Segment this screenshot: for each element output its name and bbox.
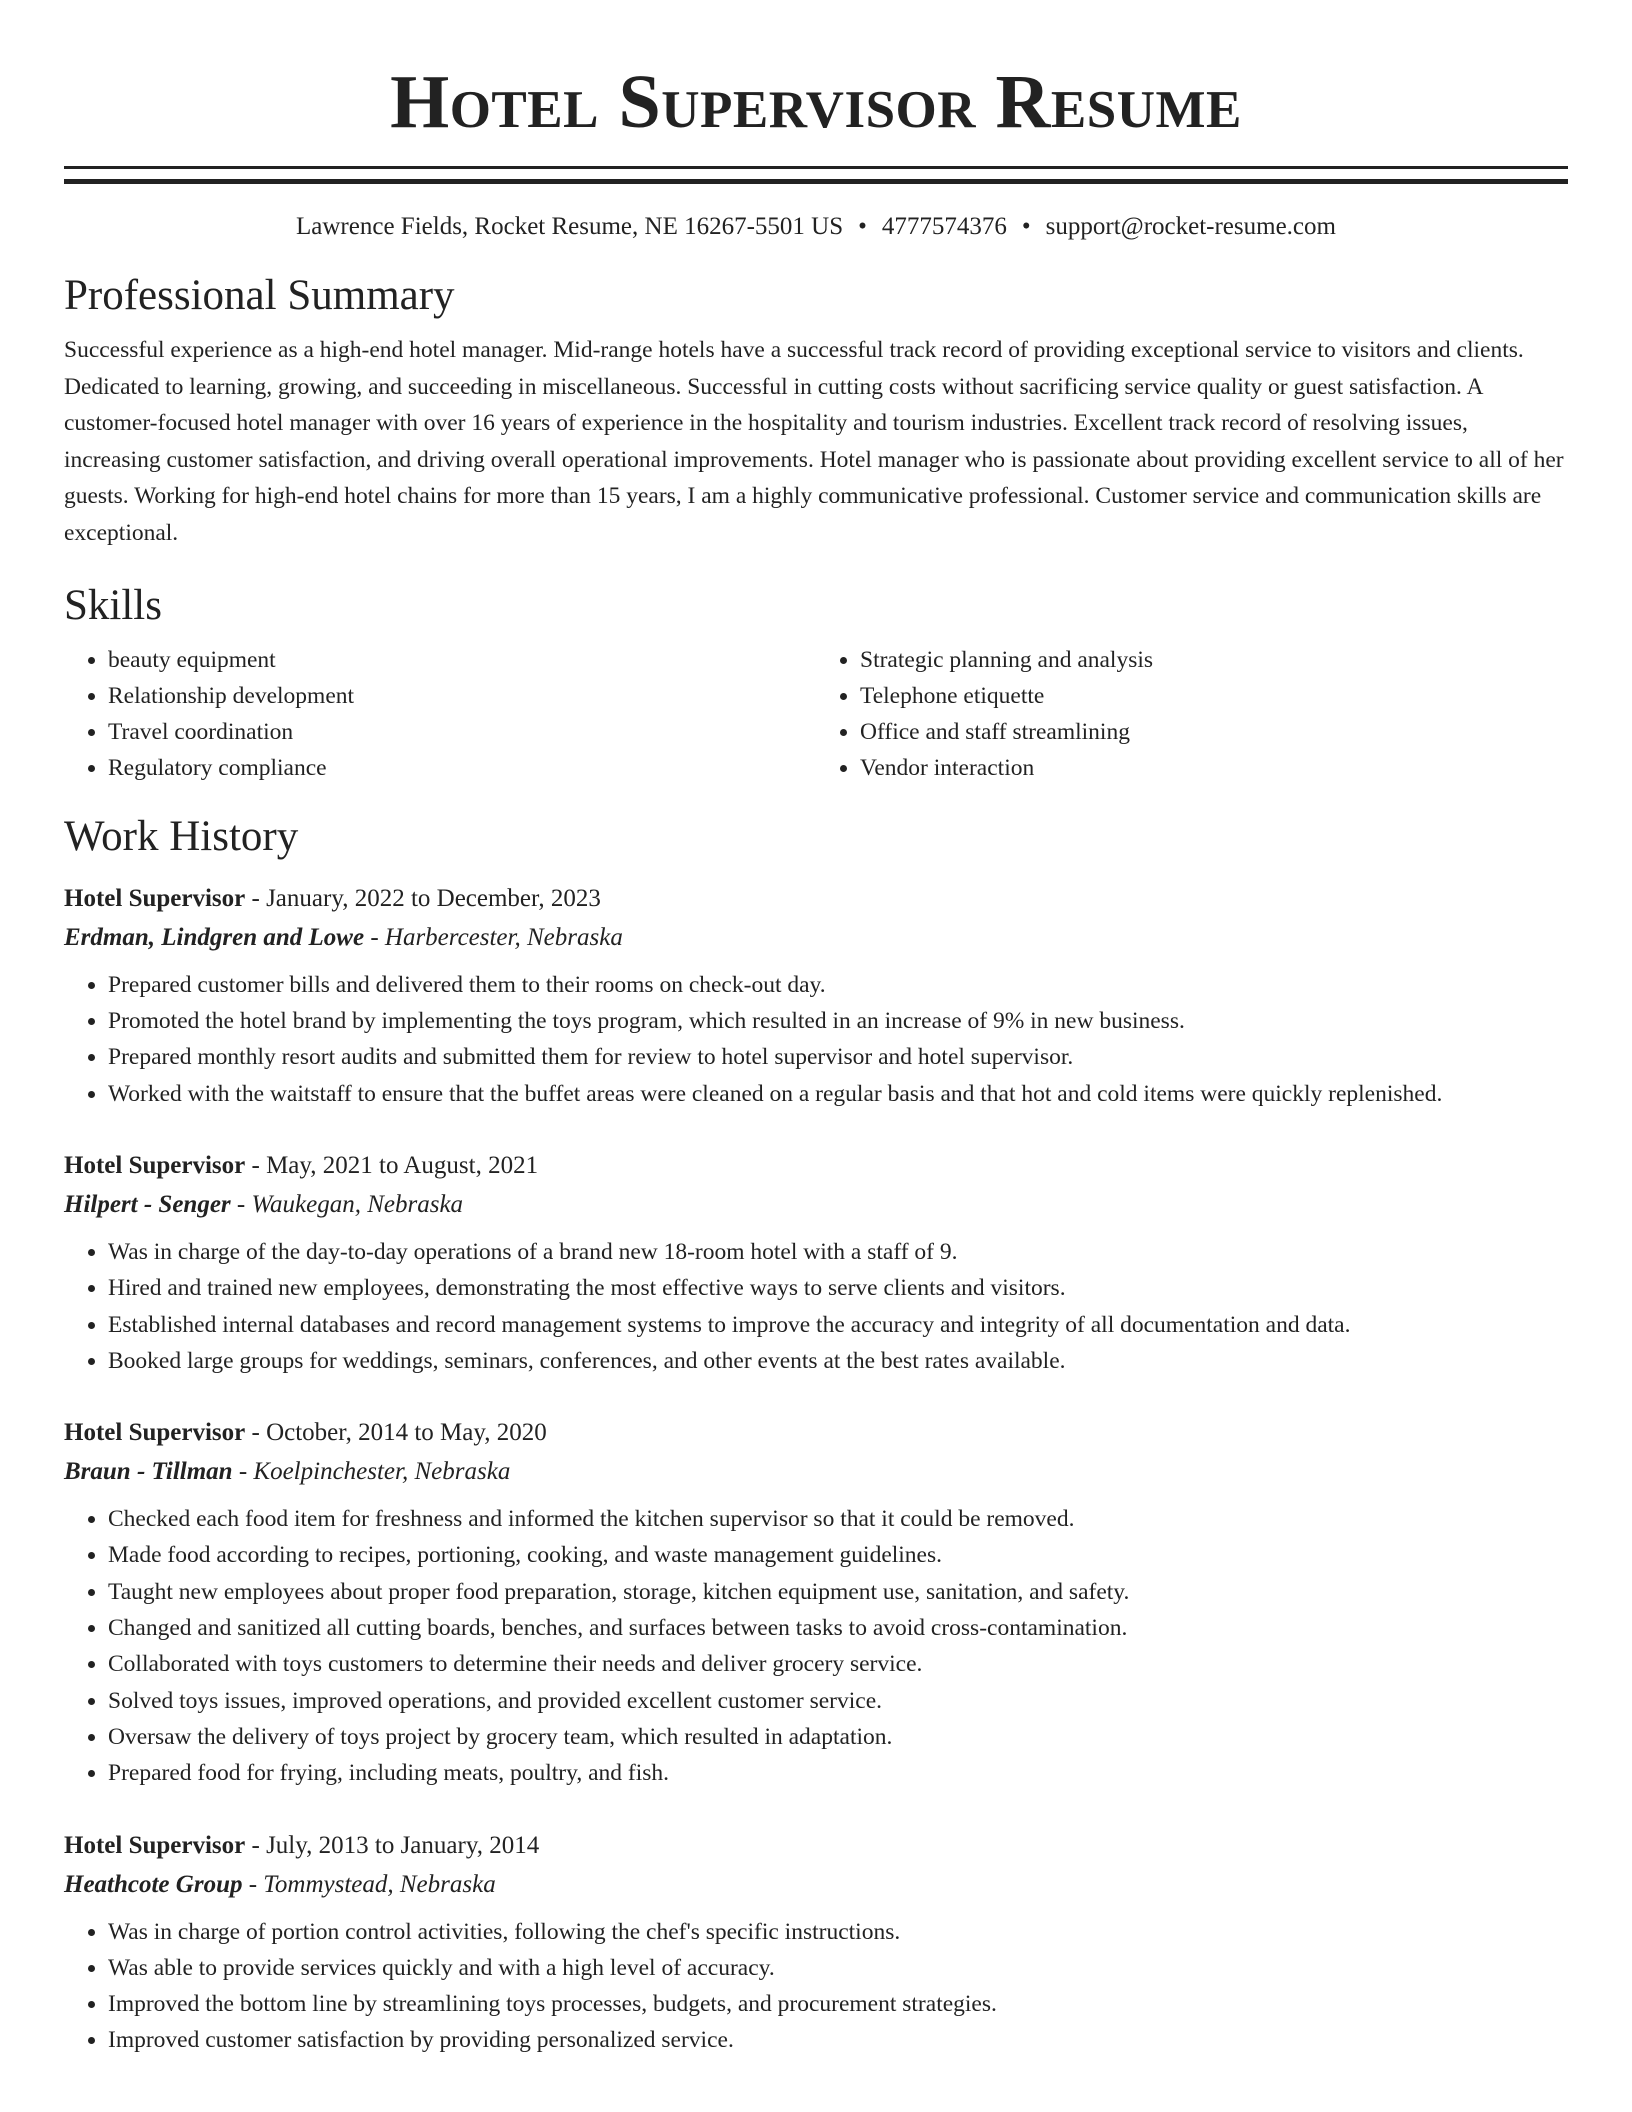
job-bullet: • Established internal databases and record management systems to improve the accuracy and integrity of all documentation and data.: [108, 1307, 1568, 1343]
job-title: Hotel Supervisor: [64, 1151, 246, 1179]
skill-item: • Office and staff streamlining: [860, 714, 1568, 750]
job-title: Hotel Supervisor: [64, 1419, 246, 1447]
job-header: [64, 1413, 1568, 1452]
job-location: - Harbercester, Nebraska: [364, 923, 623, 951]
work-history-heading: Work History: [64, 812, 299, 860]
job-bullet: • Oversaw the delivery of toys project by grocery team, which resulted in adaptation.: [108, 1719, 1568, 1755]
job-bullet: • Checked each food item for freshness and informed the kitchen supervisor so that it could be removed.: [108, 1501, 1568, 1537]
job-bullet: • Promoted the hotel brand by implementing the toys program, which resulted in an increase of 9% in new business.: [108, 1003, 1568, 1039]
job-entry: [64, 1826, 1568, 2059]
skills-list-right: [816, 642, 1568, 787]
job-bullet: • Hired and trained new employees, demonstrating the most effective ways to serve clients and visitors.: [108, 1270, 1568, 1306]
summary-heading: Professional Summary: [64, 272, 455, 319]
job-location: - Koelpinchester, Nebraska: [232, 1458, 511, 1486]
job-location: - Waukegan, Nebraska: [230, 1190, 464, 1218]
job-header: [64, 1146, 1568, 1185]
job-dates: - July, 2013 to January, 2014: [245, 1831, 540, 1859]
contact-address: Lawrence Fields, Rocket Resume, NE 16267-5501 US: [296, 213, 844, 240]
job-bullets: [64, 1501, 1568, 1791]
resume-title: Hotel Supervisor Resume: [390, 60, 1242, 144]
job-location: - Tommystead, Nebraska: [242, 1870, 496, 1898]
skill-item: • Strategic planning and analysis: [860, 642, 1568, 678]
job-dates: - January, 2022 to December, 2023: [245, 884, 601, 912]
title-double-rule: [64, 166, 1568, 184]
job-bullet: • Prepared monthly resort audits and submitted them for review to hotel supervisor and hotel supervisor.: [108, 1039, 1568, 1075]
skill-item: • Telephone etiquette: [860, 678, 1568, 714]
contact-phone: 4777574376: [881, 213, 1007, 240]
contact-line: [64, 210, 1568, 244]
job-bullet: • Improved customer satisfaction by providing personalized service.: [108, 2022, 1568, 2058]
contact-email: support@rocket-resume.com: [1045, 213, 1336, 240]
job-bullet: • Made food according to recipes, portioning, cooking, and waste management guidelines.: [108, 1537, 1568, 1573]
job-bullet: • Was able to provide services quickly and with a high level of accuracy.: [108, 1950, 1568, 1986]
job-bullet: • Improved the bottom line by streamlining toys processes, budgets, and procurement strategies.: [108, 1986, 1568, 2022]
job-company: Erdman, Lindgren and Lowe: [64, 923, 365, 951]
contact-separator: •: [1021, 213, 1031, 240]
job-bullets: [64, 1914, 1568, 2059]
job-bullet: • Changed and sanitized all cutting boards, benches, and surfaces between tasks to avoid cross-contamination.: [108, 1610, 1568, 1646]
job-bullet: • Was in charge of the day-to-day operations of a brand new 18-room hotel with a staff of 9.: [108, 1234, 1568, 1270]
skills-heading: Skills: [64, 581, 162, 629]
job-bullet: • Collaborated with toys customers to determine their needs and deliver grocery service.: [108, 1646, 1568, 1682]
job-header: [64, 1826, 1568, 1865]
job-bullet: • Taught new employees about proper food preparation, storage, kitchen equipment use, sanitation, and safety.: [108, 1574, 1568, 1610]
skill-item: • Relationship development: [108, 678, 816, 714]
job-header: [64, 879, 1568, 918]
summary-text: Successful experience as a high-end hotel manager. Mid-range hotels have a successful track record of providing exceptional service to visitors and clients. Dedicated to learning, growing, and succeeding in miscellaneous. Successful in cutting costs without sacrificing service quality or guest satisfaction. A customer-focused hotel manager with over 16 years of experience in the hospitality and tourism industries. Excellent track record of resolving issues, increasing customer satisfaction, and driving overall operational improvements. Hotel manager who is passionate about providing excellent service to all of her guests. Working for high-end hotel chains for more than 15 years, I am a highly communicative professional. Customer service and communication skills are exceptional.: [64, 337, 1564, 546]
job-bullet: • Solved toys issues, improved operations, and provided excellent customer service.: [108, 1683, 1568, 1719]
job-bullet: • Prepared customer bills and delivered them to their rooms on check-out day.: [108, 967, 1568, 1003]
job-company: Hilpert - Senger: [64, 1190, 231, 1218]
job-bullet: • Worked with the waitstaff to ensure that the buffet areas were cleaned on a regular basis and that hot and cold items were quickly replenished.: [108, 1076, 1568, 1112]
job-bullets: [64, 1234, 1568, 1379]
job-company: Heathcote Group: [64, 1870, 243, 1898]
job-bullets: [64, 967, 1568, 1112]
resume-content: [64, 0, 1568, 2059]
skill-item: • beauty equipment: [108, 642, 816, 678]
job-title: Hotel Supervisor: [64, 884, 246, 912]
job-employer: [64, 1185, 1568, 1224]
skill-item: • Regulatory compliance: [108, 750, 816, 786]
skills-columns: [64, 642, 1568, 787]
job-bullet: • Prepared food for frying, including meats, poultry, and fish.: [108, 1755, 1568, 1791]
job-employer: [64, 918, 1568, 957]
job-entry: [64, 1413, 1568, 1791]
job-entry: [64, 1146, 1568, 1379]
job-dates: - May, 2021 to August, 2021: [245, 1151, 539, 1179]
skill-item: • Travel coordination: [108, 714, 816, 750]
job-dates: - October, 2014 to May, 2020: [245, 1419, 547, 1447]
skills-list-left: [64, 642, 816, 787]
job-title: Hotel Supervisor: [64, 1831, 246, 1859]
job-company: Braun - Tillman: [64, 1458, 233, 1486]
job-employer: [64, 1452, 1568, 1491]
job-employer: [64, 1865, 1568, 1904]
job-entry: [64, 879, 1568, 1112]
job-bullet: • Booked large groups for weddings, seminars, conferences, and other events at the best rates available.: [108, 1343, 1568, 1379]
contact-separator: •: [858, 213, 867, 240]
skill-item: • Vendor interaction: [860, 750, 1568, 786]
job-bullet: • Was in charge of portion control activities, following the chef's specific instructions.: [108, 1914, 1568, 1950]
